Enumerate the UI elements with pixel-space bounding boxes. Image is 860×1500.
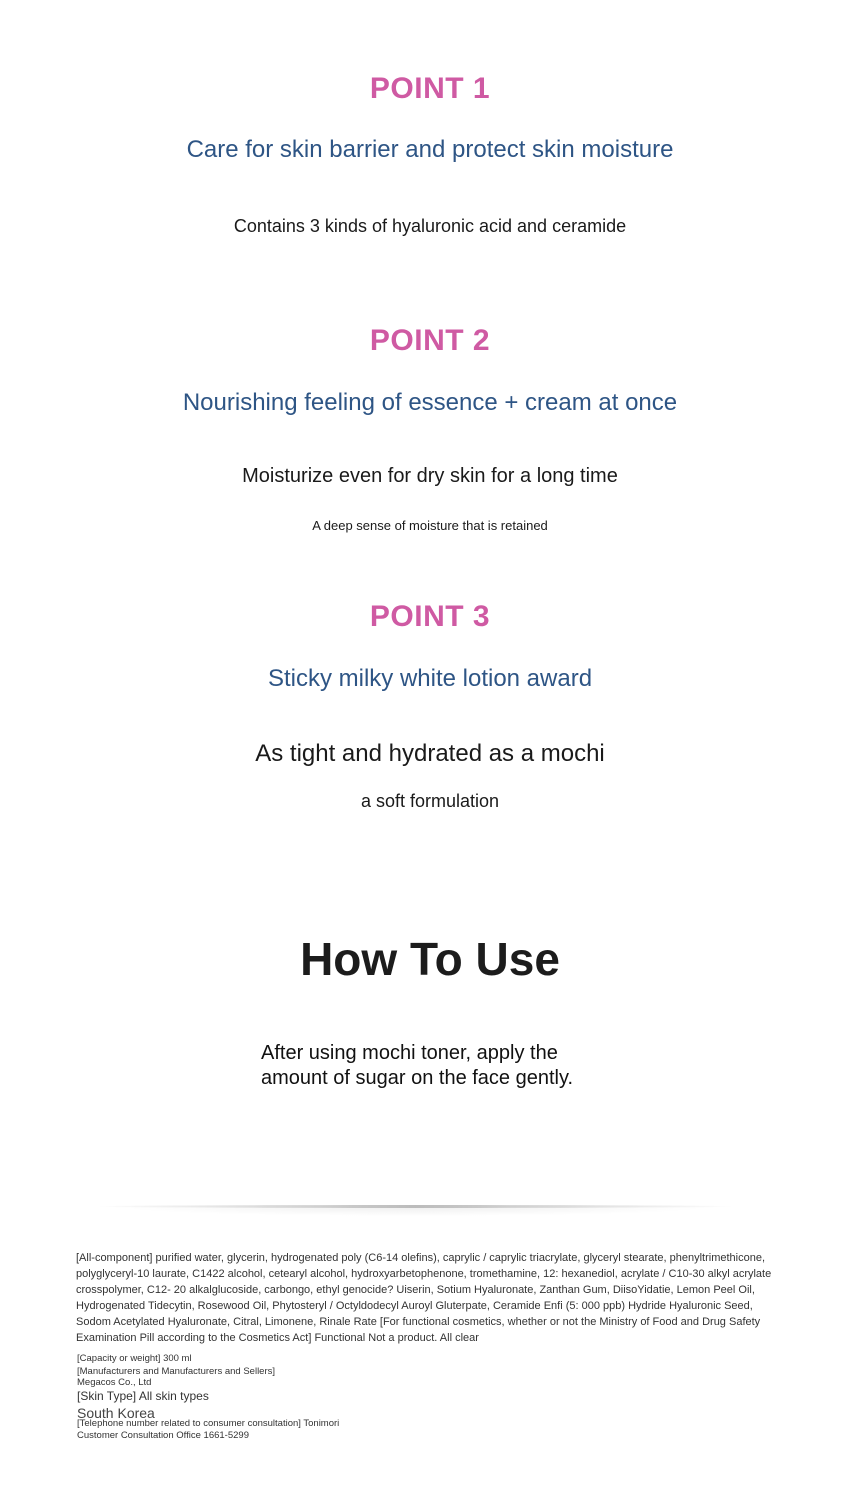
telephone-info: [Telephone number related to consumer consultation] Tonimori [77, 1418, 340, 1429]
point-3-description: As tight and hydrated as a mochi [255, 740, 605, 767]
how-to-use-title: How To Use [300, 933, 560, 985]
consultation-office: Customer Consultation Office 1661-5299 [77, 1430, 249, 1441]
manufacturer-name: Megacos Co., Ltd [77, 1377, 152, 1388]
how-to-use-description [261, 1041, 661, 1091]
point-1-label: POINT 1 [369, 72, 491, 105]
capacity-info: [Capacity or weight] 300 ml [77, 1353, 192, 1364]
point-2-description: Moisturize even for dry skin for a long time [242, 465, 618, 487]
point-2-label: POINT 2 [369, 324, 491, 357]
ingredients-list: [All-component] purified water, glycerin, hydrogenated poly (C6-14 olefins), caprylic / caprylic triacrylate, glyceryl stearate, phenyltrimethicone, polyglyceryl-10 laurate, C1422 alcohol, cetearyl alcohol, hydroxyarbetophenone, tromethamine, 12: hexanediol, acrylate / C10-30 alkyl acrylate crosspolymer, C12- 20 alkalglucoside, carbongo, ethyl genocide? Uiserin, Sotium Hyaluronate, Zanthan Gum, DiisoYidatie, Lemon Peel Oil, Hydrogenated Tidecytin, Rosewood Oil, Phytosteryl / Octyldodecyl Auroyl Gluterpate, Ceramide Enfi (5: 000 ppb) Hydride Hyaluronic Seed, Sodom Acetylated Hyaluronate, Citral, Limonene, Rinale Rate [For functional cosmetics, whether or not the Ministry of Food and Drug Safety Examination Pill according to the Cosmetics Act] Functional Not a product. All clear [76, 1252, 772, 1344]
point-1-description: Contains 3 kinds of hyaluronic acid and ceramide [233, 216, 627, 236]
point-1-heading: Care for skin barrier and protect skin moisture [186, 136, 674, 163]
section-divider-shadow [120, 1208, 710, 1216]
manufacturer-label: [Manufacturers and Manufacturers and Sellers] [77, 1366, 276, 1377]
point-3-label: POINT 3 [369, 600, 491, 633]
point-2-heading: Nourishing feeling of essence + cream at once [182, 389, 678, 416]
how-to-use-line-2: amount of sugar on the face gently. [261, 1067, 574, 1089]
country-of-origin: South Korea [77, 1405, 155, 1421]
point-2-subdescription: A deep sense of moisture that is retained [312, 518, 548, 533]
how-to-use-line-1: After using mochi toner, apply the [261, 1042, 558, 1064]
skin-type-info: [Skin Type] All skin types [77, 1389, 209, 1403]
point-3-subdescription: a soft formulation [360, 791, 500, 811]
point-3-heading: Sticky milky white lotion award [267, 665, 593, 692]
